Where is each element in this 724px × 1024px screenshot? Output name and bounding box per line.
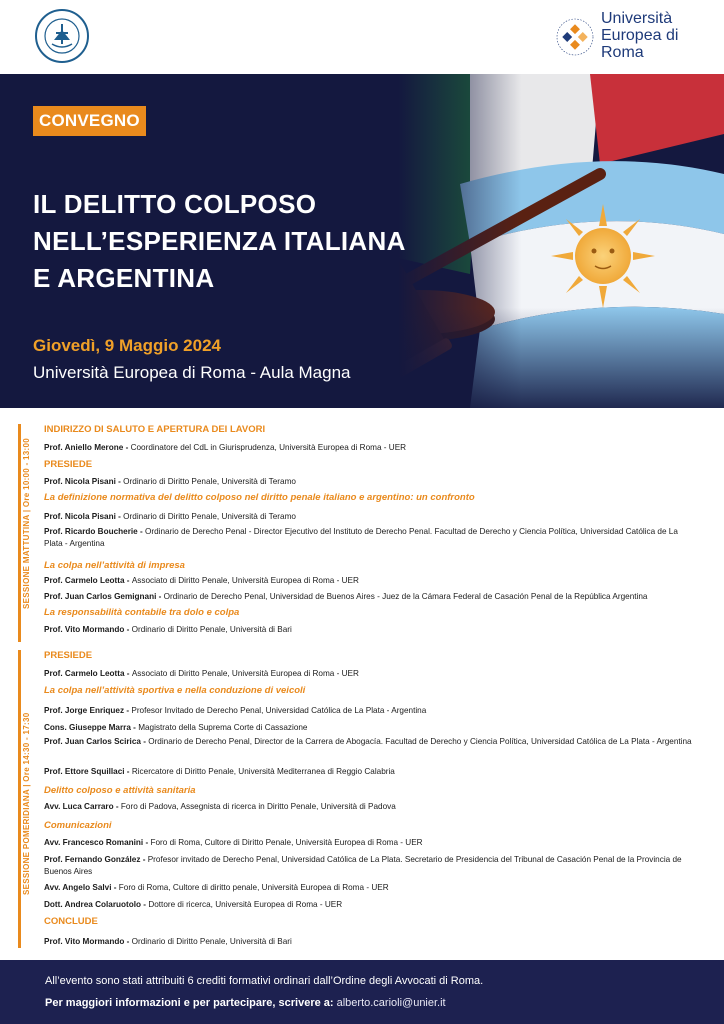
morning-session-label: SESSIONE MATTUTINA | Ore 10:00 - 13:00 (22, 437, 31, 609)
speaker-role: Foro di Padova, Assegnista di ricerca in Diritto Penale, Università di Padova (120, 802, 396, 811)
speaker-entry (44, 442, 698, 454)
speaker-name: Prof. Juan Carlos Scirica - (44, 737, 149, 746)
contact-label: Per maggiori informazioni e per partecipare, scrivere a: (45, 997, 337, 1009)
speaker-role: Foro di Roma, Cultore di diritto penale, Università Europea di Roma - UER (118, 883, 389, 892)
speaker-entry (44, 882, 698, 894)
speaker-name: Prof. Nicola Pisani - (44, 477, 124, 486)
section-heading: PRESIEDE (44, 650, 93, 661)
speaker-role: Ordinario de Derecho Penal, Director de la Carrera de Abogacía. Facultad de Derecho y Ciencia Política, Universidad Católica de La Plata - Argentina (148, 737, 692, 746)
speaker-name: Prof. Aniello Merone - (44, 443, 131, 452)
event-title (33, 186, 406, 297)
event-date: Giovedì, 9 Maggio 2024 (33, 336, 222, 355)
speaker-entry (44, 705, 698, 717)
speaker-role: Ricercatore di Diritto Penale, Università Mediterranea di Reggio Calabria (131, 767, 395, 776)
speaker-role: Ordinario de Derecho Penal, Universidad de Buenos Aires - Juez de la Cámara Federal de Casación Penal de la República Argentina (163, 592, 648, 601)
event-type-badge: CONVEGNO (33, 106, 146, 136)
uer-emblem-icon (553, 12, 597, 62)
speaker-entry (44, 624, 698, 636)
speaker-role: Associato di Diritto Penale, Università Europea di Roma - UER (131, 669, 359, 678)
speaker-entry (44, 854, 698, 877)
credits-note: All’evento sono stati attribuiti 6 crediti formativi ordinari dall’Ordine degli Avvocati di Roma. (45, 975, 484, 987)
speaker-entry (44, 837, 698, 849)
speaker-entry (44, 722, 698, 734)
morning-session (18, 424, 708, 642)
speaker-entry (44, 476, 698, 488)
uer-line-1: Università (601, 10, 673, 27)
ucalp-logo (34, 8, 90, 64)
speaker-name: Prof. Ricardo Boucherie - (44, 527, 145, 536)
speaker-name: Dott. Andrea Colaruotolo - (44, 900, 149, 909)
speaker-name: Prof. Ettore Squillaci - (44, 767, 132, 776)
speaker-name: Prof. Carmelo Leotta - (44, 669, 132, 678)
speaker-name: Avv. Francesco Romanini - (44, 838, 151, 847)
speaker-role: Dottore di ricerca, Università Europea di Roma - UER (148, 900, 343, 909)
speaker-role: Associato di Diritto Penale, Università Europea di Roma - UER (131, 576, 359, 585)
speaker-role: Profesor invitado de Derecho Penal, Universidad Católica de La Plata. Secretario de Presidencia del Tribunal de Casación Penal de la Provincia de Buenos Aires (44, 855, 682, 876)
speaker-name: Prof. Fernando González - (44, 855, 148, 864)
speaker-entry (44, 668, 698, 680)
speaker-role: Coordinatore del CdL in Giurisprudenza, Università Europea di Roma - UER (130, 443, 407, 452)
speaker-entry (44, 591, 698, 603)
speaker-name: Avv. Luca Carraro - (44, 802, 121, 811)
speaker-role: Ordinario di Diritto Penale, Università di Teramo (123, 477, 296, 486)
title-line-2: NELL’ESPERIENZA ITALIANA (33, 226, 406, 256)
uer-line-2: Europea di (601, 27, 679, 44)
title-line-3: E ARGENTINA (33, 263, 215, 293)
speaker-name: Prof. Carmelo Leotta - (44, 576, 132, 585)
speaker-name: Prof. Jorge Enriquez - (44, 706, 132, 715)
talk-title: Delitto colposo e attività sanitaria (44, 785, 196, 796)
section-heading: INDIRIZZO DI SALUTO E APERTURA DEI LAVORI (44, 424, 266, 435)
afternoon-session-label: SESSIONE POMERIDIANA | Ore 14:30 - 17:30 (22, 712, 31, 895)
uer-line-3: Roma (601, 44, 644, 61)
header (0, 0, 724, 74)
speaker-role: Ordinario de Derecho Penal - Director Ejecutivo del Instituto de Derecho Penal. Facultad de Derecho y Ciencia Política, Universidad Católica de La Plata - Argentina (44, 527, 678, 548)
event-venue: Università Europea di Roma - Aula Magna (33, 363, 351, 382)
talk-title: La colpa nell’attività di impresa (44, 560, 185, 571)
speaker-name: Avv. Angelo Salvi - (44, 883, 119, 892)
speaker-name: Prof. Vito Mormando - (44, 625, 132, 634)
speaker-role: Ordinario di Diritto Penale, Università di Bari (131, 625, 292, 634)
speaker-name: Cons. Giuseppe Marra - (44, 723, 139, 732)
title-line-1: IL DELITTO COLPOSO (33, 189, 317, 219)
contact-line (45, 997, 446, 1009)
contact-email-link[interactable]: alberto.carioli@unier.it (336, 997, 446, 1009)
speaker-role: Ordinario di Diritto Penale, Università di Teramo (123, 512, 296, 521)
footer (0, 960, 724, 1024)
uer-wordmark (601, 10, 678, 61)
speaker-role: Profesor Invitado de Derecho Penal, Universidad Católica de La Plata - Argentina (131, 706, 427, 715)
speaker-name: Prof. Juan Carlos Gemignani - (44, 592, 164, 601)
section-heading: PRESIEDE (44, 459, 93, 470)
speaker-entry (44, 575, 698, 587)
speaker-entry (44, 766, 698, 778)
speaker-entry (44, 899, 698, 911)
speaker-role: Magistrato della Suprema Corte di Cassazione (138, 723, 308, 732)
speaker-entry (44, 736, 698, 748)
speaker-entry (44, 526, 698, 549)
section-heading: CONCLUDE (44, 916, 98, 927)
speaker-role: Foro di Roma, Cultore di Diritto Penale, Università Europea di Roma - UER (150, 838, 423, 847)
talk-title: La responsabilità contabile tra dolo e colpa (44, 607, 240, 618)
afternoon-session (18, 650, 708, 948)
hero-banner (0, 74, 724, 408)
uer-logo (553, 8, 713, 66)
speaker-entry (44, 511, 698, 523)
speaker-name: Prof. Nicola Pisani - (44, 512, 124, 521)
talk-title: La definizione normativa del delitto colposo nel diritto penale italiano e argentino: un confronto (44, 492, 475, 503)
speaker-entry (44, 936, 698, 948)
speaker-entry (44, 801, 698, 813)
talk-title: Comunicazioni (44, 820, 112, 831)
talk-title: La colpa nell’attività sportiva e nella conduzione di veicoli (44, 685, 306, 696)
speaker-role: Ordinario di Diritto Penale, Università di Bari (131, 937, 292, 946)
speaker-name: Prof. Vito Mormando - (44, 937, 132, 946)
